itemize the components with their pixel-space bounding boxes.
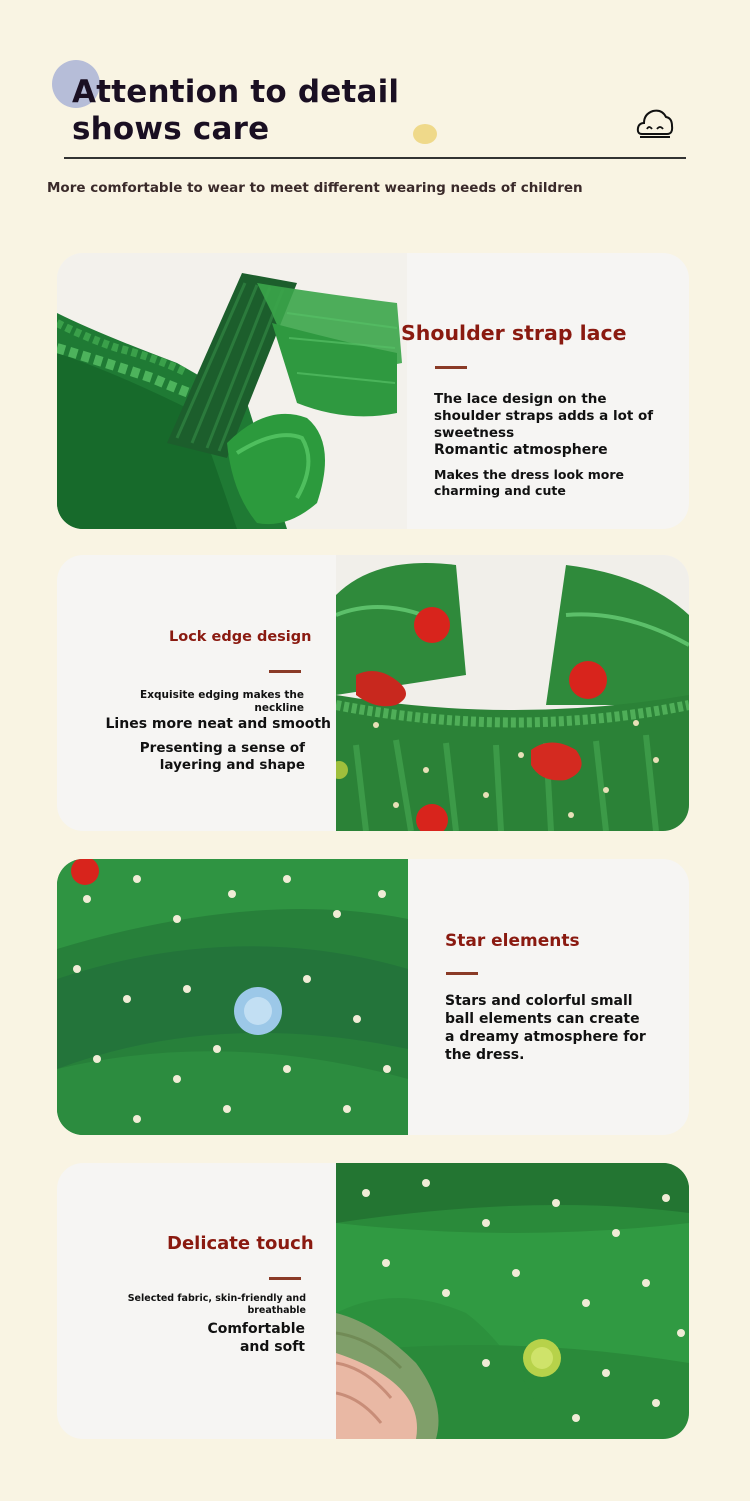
section-title: Delicate touch <box>167 1233 314 1254</box>
page-title-line-1: Attention to detail <box>72 74 400 110</box>
section-title-underline <box>269 1277 301 1280</box>
photo-star-elements <box>57 859 408 1135</box>
section-title-underline <box>435 366 467 369</box>
section-title: Star elements <box>445 931 580 951</box>
section-text: Comfortable and soft <box>207 1321 305 1355</box>
photo-lock-edge <box>336 555 689 831</box>
page-title <box>72 74 399 148</box>
feature-card-star-elements <box>57 859 689 1135</box>
section-text: Selected fabric, skin-friendly and breathable <box>127 1293 306 1316</box>
section-title: Shoulder strap lace <box>401 321 627 345</box>
page-title-line-2: shows care <box>72 111 270 147</box>
section-title-underline <box>446 972 478 975</box>
section-text: Makes the dress look more charming and cute <box>434 467 625 498</box>
photo-delicate-touch <box>336 1163 689 1439</box>
header-divider <box>64 157 686 159</box>
photo-shoulder-strap <box>57 253 407 529</box>
cloud-face-icon <box>636 106 674 140</box>
section-text: Exquisite edging makes the neckline <box>140 689 304 714</box>
section-text: Romantic atmosphere <box>434 442 608 458</box>
section-title-underline <box>269 670 301 673</box>
feature-card-delicate-touch <box>57 1163 689 1439</box>
section-text: Stars and colorful small ball elements can create a dreamy atmosphere for the dress. <box>445 993 646 1063</box>
feature-card-shoulder-strap <box>57 253 689 529</box>
page-subtitle: More comfortable to wear to meet different wearing needs of children <box>47 180 583 196</box>
feature-card-lock-edge <box>57 555 689 831</box>
section-text: Presenting a sense of layering and shape <box>139 740 305 773</box>
section-title: Lock edge design <box>169 629 312 645</box>
decorative-dot <box>413 124 437 144</box>
section-text: The lace design on the shoulder straps adds a lot of sweetness <box>434 391 654 441</box>
section-text: Lines more neat and smooth <box>105 716 331 732</box>
